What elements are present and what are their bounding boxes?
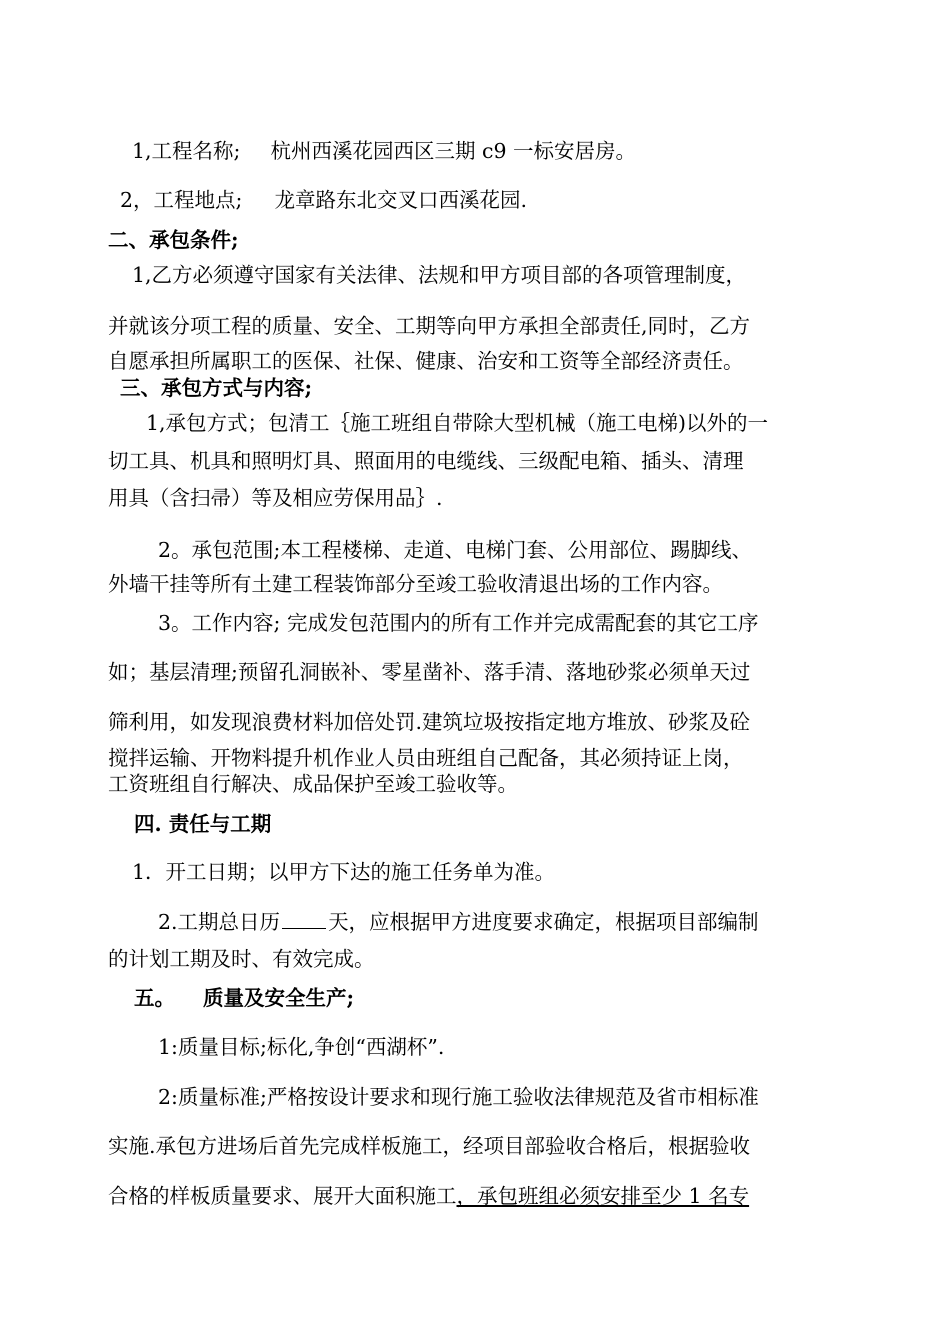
section3-work-content-line5: 工资班组自行解决、成品保护至竣工验收等。: [108, 772, 518, 796]
section3-heading: 三、承包方式与内容;: [120, 376, 313, 400]
section2-paragraph-line2: 并就该分项工程的质量、安全、工期等向甲方承担全部责任,同时，乙方: [108, 314, 751, 338]
section5-quality-standard-line2: 实施.承包方进场后首先完成样板施工，经项目部验收合格后，根据验收: [108, 1134, 751, 1158]
section5-heading-number: 五。: [134, 986, 175, 1010]
section3-contract-mode-line2: 切工具、机具和照明灯具、照面用的电缆线、三级配电箱、插头、清理: [108, 449, 744, 473]
duration-text-after: 天，应根据甲方进度要求确定，根据项目部编制: [328, 910, 759, 934]
section5-heading: [134, 985, 354, 1011]
section2-paragraph-line3: 自愿承担所属职工的医保、社保、健康、治安和工资等全部经济责任。: [108, 349, 744, 373]
section2-paragraph-line1: 1,乙方必须遵守国家有关法律、法规和甲方项目部的各项管理制度，: [132, 263, 747, 287]
project-name-value: 杭州西溪花园西区三期 c9 一标安居房。: [270, 139, 637, 163]
section3-scope-line1: 2。承包范围;本工程楼梯、走道、电梯门套、公用部位、踢脚线、: [158, 538, 752, 562]
project-name-label: 1,工程名称;: [132, 139, 241, 163]
section4-heading: 四. 责任与工期: [134, 812, 272, 836]
section3-contract-mode-line3: 用具（含扫帚）等及相应劳保用品｝.: [108, 486, 443, 510]
section5-quality-target: 1:质量目标;标化,争创“西湖杯”.: [158, 1035, 445, 1059]
section3-work-content-line1: 3。工作内容; 完成发包范围内的所有工作并完成需配套的其它工序: [158, 611, 759, 635]
section4-start-date: 1．开工日期；以甲方下达的施工任务单为准。: [132, 860, 556, 884]
section3-work-content-line4: 搅拌运输、开物料提升机作业人员由班组自己配备，其必须持证上岗，: [108, 746, 744, 770]
project-location-value: 龙章路东北交叉口西溪花园.: [274, 188, 527, 212]
duration-blank-field: [282, 910, 326, 929]
section5-quality-standard-line3: [108, 1183, 749, 1209]
section2-heading: 二、承包条件;: [108, 228, 239, 252]
section3-work-content-line2: 如；基层清理;预留孔洞嵌补、零星凿补、落手清、落地砂浆必须单天过: [108, 660, 751, 684]
project-name-line: [132, 138, 636, 164]
project-location-line: [120, 187, 527, 213]
section5-quality-standard-line1: 2:质量标准;严格按设计要求和现行施工验收法律规范及省市相标准: [158, 1085, 759, 1109]
duration-text-before: 2.工期总日历: [158, 910, 281, 934]
section3-work-content-line3: 筛利用，如发现浪费材料加倍处罚.建筑垃圾按指定地方堆放、砂浆及砼: [108, 710, 751, 734]
section5-heading-text: 质量及安全生产;: [203, 986, 355, 1010]
section3-contract-mode-line1: 1,承包方式；包清工｛施工班组自带除大型机械（施工电梯)以外的一: [146, 411, 769, 435]
quality-line3-underlined: ，承包班组必须安排至少 1 名专: [456, 1184, 750, 1208]
section3-scope-line2: 外墙干挂等所有土建工程装饰部分至竣工验收清退出场的工作内容。: [108, 572, 723, 596]
section4-duration-line2: 的计划工期及时、有效完成。: [108, 947, 375, 971]
project-location-label: 2，工程地点;: [120, 188, 243, 212]
section4-duration-line1: [158, 909, 759, 935]
quality-line3-plain: 合格的样板质量要求、展开大面积施工: [108, 1184, 457, 1208]
